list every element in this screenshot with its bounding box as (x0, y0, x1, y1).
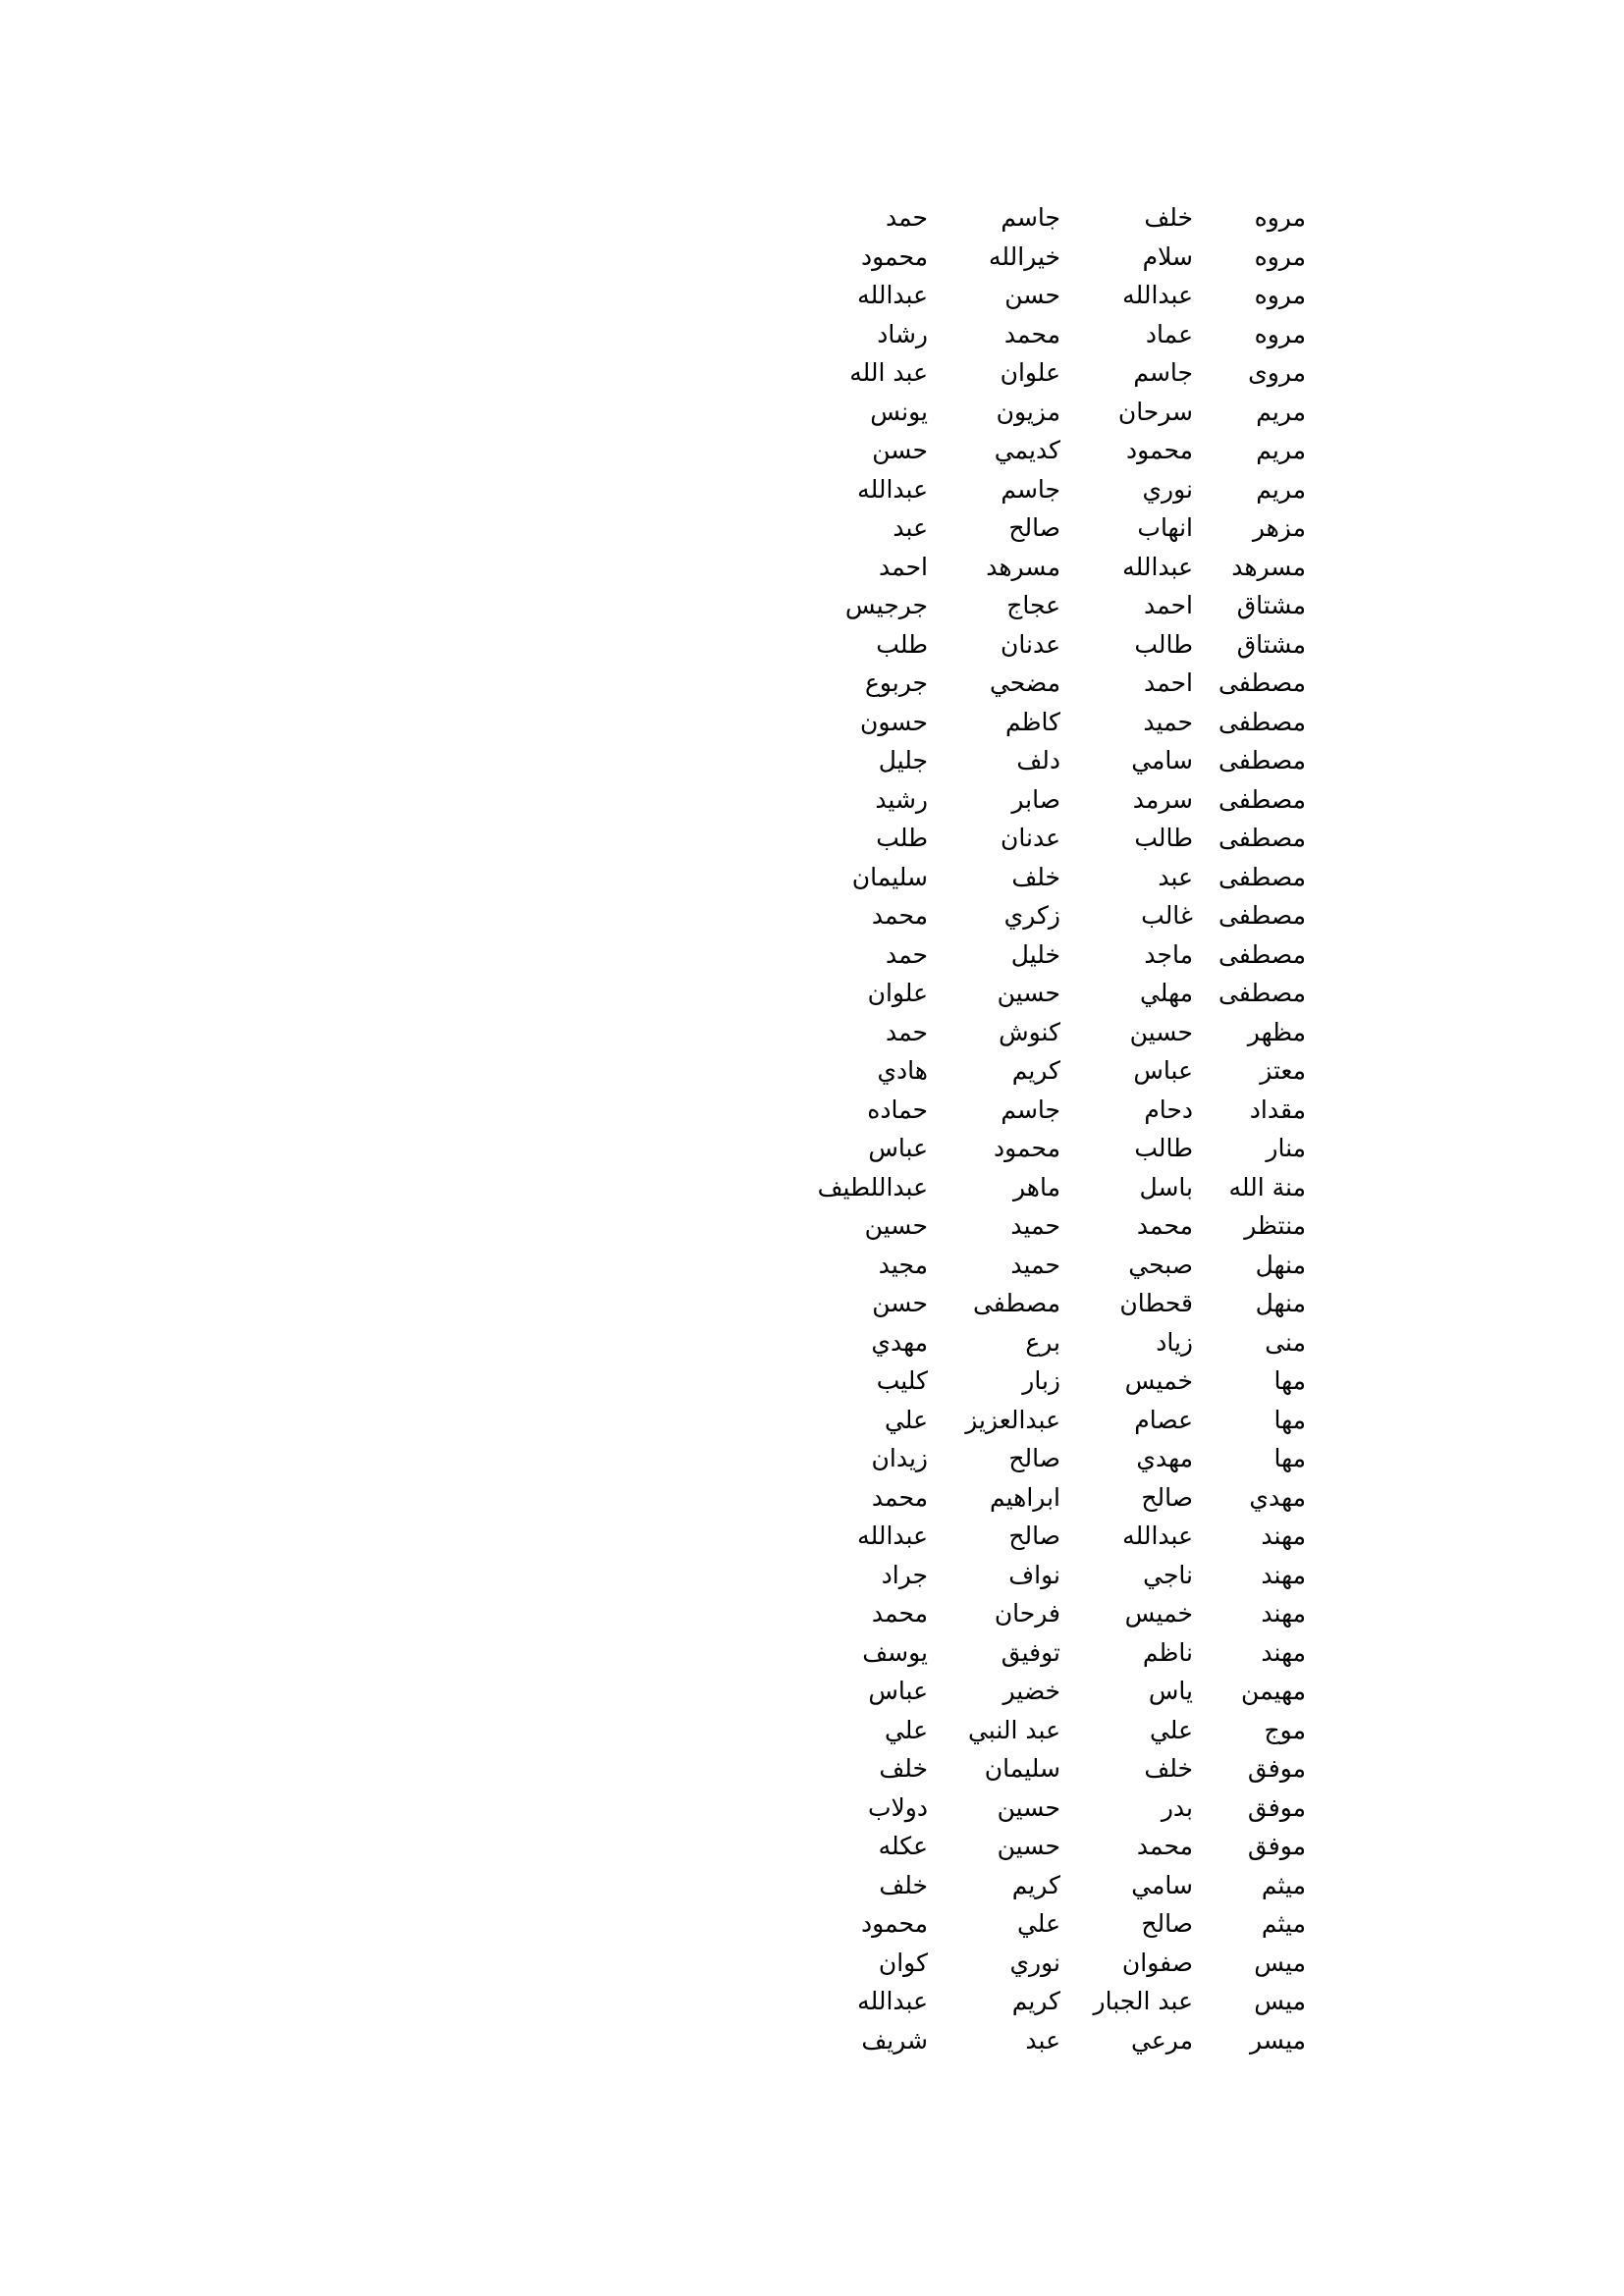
table-row (795, 819, 1306, 858)
table-row (795, 1362, 1306, 1401)
name-cell: مروه (1254, 319, 1306, 348)
name-cell: حسين (997, 1792, 1060, 1822)
name-cell: محمد (871, 1599, 928, 1628)
name-cell: صابر (1011, 784, 1060, 814)
name-cell: محمود (860, 1909, 928, 1938)
table-row (795, 1478, 1306, 1518)
table-row (795, 625, 1306, 665)
name-cell: خلف (1144, 203, 1193, 232)
name-cell: خلف (879, 1754, 928, 1783)
name-cell: عبد الله (849, 358, 928, 387)
name-cell: ميثم (1261, 1909, 1306, 1938)
name-cell: عبدالله (1122, 1522, 1193, 1550)
table-row (795, 548, 1306, 587)
name-cell: موفق (1247, 1792, 1306, 1822)
name-cell: ميسر (1249, 2025, 1306, 2055)
table-row (795, 1439, 1306, 1478)
name-cell: مهند (1261, 1637, 1306, 1667)
name-cell: طالب (1134, 629, 1193, 659)
name-cell: عبدالعزيز (965, 1405, 1060, 1434)
name-cell: مروه (1254, 241, 1306, 271)
table-row (795, 1517, 1306, 1556)
name-cell: علي (884, 1715, 928, 1744)
name-cell: جربوع (864, 668, 928, 697)
name-cell: منهل (1255, 1250, 1306, 1279)
name-cell: مهيمن (1241, 1677, 1306, 1705)
name-cell: مصطفى (1218, 668, 1306, 697)
name-cell: ميس (1254, 1948, 1306, 1977)
name-cell: توفيق (1001, 1637, 1060, 1667)
name-cell: مهدي (1249, 1482, 1306, 1512)
name-cell: محمود (860, 241, 928, 271)
table-row (795, 1401, 1306, 1440)
table-row (795, 1556, 1306, 1595)
table-row (795, 703, 1306, 742)
name-cell: سلام (1142, 241, 1193, 271)
name-cell: ناظم (1142, 1637, 1193, 1667)
name-cell: مصطفى (1218, 824, 1306, 852)
name-cell: علي (1149, 1715, 1193, 1744)
name-cell: غالب (1141, 901, 1193, 930)
name-cell: احمد (1144, 668, 1193, 697)
name-cell: ياس (1148, 1677, 1193, 1705)
name-cell: مروه (1254, 281, 1306, 309)
name-cell: مقداد (1249, 1095, 1306, 1124)
name-cell: كليب (876, 1366, 928, 1395)
name-cell: ماهر (1013, 1172, 1060, 1201)
name-cell: مريم (1256, 474, 1306, 504)
name-cell: ميثم (1261, 1870, 1306, 1899)
table-row (795, 741, 1306, 780)
name-cell: حسن (872, 436, 928, 464)
name-cell: صالح (1008, 1444, 1060, 1472)
name-cell: موفق (1247, 1754, 1306, 1783)
name-cell: منتظر (1244, 1211, 1306, 1240)
name-cell: موج (1264, 1715, 1306, 1744)
name-cell: حسين (864, 1211, 928, 1240)
name-cell: يوسف (862, 1637, 928, 1667)
table-row (795, 1711, 1306, 1750)
name-cell: صالح (1141, 1482, 1193, 1512)
name-cell: عبدالله (857, 1522, 928, 1550)
name-cell: حميد (1010, 1211, 1060, 1240)
table-row (795, 1051, 1306, 1091)
table-row (795, 1246, 1306, 1285)
name-cell: مظهر (1247, 1017, 1306, 1046)
table-row (795, 393, 1306, 432)
name-cell: عباس (868, 1677, 928, 1705)
name-cell: نوري (1142, 474, 1193, 504)
name-cell: باسل (1139, 1172, 1193, 1201)
name-cell: عبد (1158, 862, 1193, 891)
name-cell: مزيون (996, 397, 1060, 426)
name-cell: كاظم (1004, 707, 1060, 736)
name-cell: خلف (879, 1870, 928, 1899)
table-row (795, 1013, 1306, 1052)
table-row (795, 276, 1306, 315)
name-cell: مشتاق (1236, 591, 1306, 619)
name-cell: برع (1025, 1327, 1060, 1357)
table-row (795, 1091, 1306, 1130)
table-row (795, 664, 1306, 703)
name-cell: خميس (1124, 1366, 1193, 1395)
name-cell: حسون (859, 707, 928, 736)
table-row (795, 470, 1306, 509)
name-cell: عباس (868, 1134, 928, 1162)
name-cell: مزهر (1252, 513, 1306, 542)
table-row (795, 315, 1306, 354)
name-cell: محمد (1003, 319, 1060, 348)
name-cell: خلف (1011, 862, 1060, 891)
name-cell: عبداللطيف (817, 1172, 928, 1201)
name-cell: حسين (1129, 1017, 1193, 1046)
name-cell: خيرالله (988, 241, 1060, 271)
table-row (795, 1866, 1306, 1905)
name-cell: سامي (1131, 1870, 1193, 1899)
name-cell: حميد (1143, 707, 1193, 736)
table-row (795, 1284, 1306, 1323)
name-cell: مشتاق (1236, 629, 1306, 659)
table-row (795, 974, 1306, 1013)
table-row (795, 238, 1306, 277)
name-cell: خلف (1144, 1754, 1193, 1783)
name-cell: منى (1265, 1327, 1306, 1357)
name-cell: نوري (1009, 1948, 1060, 1977)
name-cell: حسين (997, 1832, 1060, 1860)
name-cell: علوان (1000, 358, 1060, 387)
name-cell: جاسم (1001, 1095, 1060, 1124)
table-row (795, 1633, 1306, 1673)
name-cell: زكري (1003, 901, 1060, 930)
name-cell: زياد (1156, 1327, 1193, 1357)
name-cell: محمد (1136, 1832, 1193, 1860)
name-cell: موفق (1247, 1832, 1306, 1860)
name-cell: طالب (1134, 1134, 1193, 1162)
name-cell: نواف (1008, 1560, 1060, 1589)
name-cell: ماجد (1144, 939, 1193, 969)
name-cell: مصطفى (1218, 979, 1306, 1007)
name-cell: مضحي (989, 668, 1060, 697)
name-cell: طالب (1134, 824, 1193, 852)
name-cell: صالح (1008, 1522, 1060, 1550)
name-cell: عبدالله (1122, 552, 1193, 581)
name-cell: عبدالله (857, 281, 928, 309)
table-row (795, 198, 1306, 238)
table-row (795, 1789, 1306, 1828)
name-cell: صفوان (1121, 1948, 1193, 1977)
name-cell: كوان (878, 1948, 928, 1977)
name-cell: مصطفى (1218, 862, 1306, 891)
name-cell: مها (1273, 1405, 1306, 1434)
name-cell: هادي (877, 1056, 928, 1085)
table-row (795, 1982, 1306, 2021)
name-cell: عباس (1133, 1056, 1193, 1085)
name-cell: طلب (876, 824, 928, 852)
name-cell: منهل (1255, 1289, 1306, 1317)
name-cell: ناجي (1143, 1560, 1193, 1589)
table-row (795, 586, 1306, 625)
name-cell: حمد (885, 1017, 928, 1046)
name-cell: صبحي (1128, 1250, 1193, 1279)
name-cell: حمد (885, 203, 928, 232)
name-cell: يونس (870, 397, 928, 426)
name-cell: عكله (878, 1832, 928, 1860)
name-cell: عبد الجبار (1093, 1987, 1193, 2015)
name-cell: علي (1016, 1909, 1060, 1938)
name-cell: عبد (893, 513, 928, 542)
name-cell: محمد (871, 901, 928, 930)
name-cell: عبدالله (1122, 281, 1193, 309)
table-row (795, 431, 1306, 470)
table-row (795, 896, 1306, 935)
name-cell: خميس (1124, 1599, 1193, 1628)
name-cell: صالح (1141, 1909, 1193, 1938)
name-cell: كنوش (999, 1017, 1060, 1046)
name-cell: مجيد (878, 1250, 928, 1279)
name-cell: مروه (1254, 203, 1306, 232)
name-cell: مروى (1248, 358, 1306, 387)
name-cell: مهند (1261, 1522, 1306, 1550)
table-row (795, 2021, 1306, 2060)
name-cell: حسن (872, 1289, 928, 1317)
name-cell: ابراهيم (989, 1482, 1060, 1512)
name-cell: احمد (879, 552, 928, 581)
name-cell: طلب (876, 629, 928, 659)
name-cell: مصطفى (1218, 901, 1306, 930)
table-row (795, 1129, 1306, 1168)
table-row (795, 1904, 1306, 1944)
name-cell: رشيد (875, 784, 928, 814)
table-row (795, 1672, 1306, 1711)
name-cell: مهدي (871, 1327, 928, 1357)
name-cell: سرمد (1132, 784, 1193, 814)
name-cell: جراد (881, 1560, 928, 1589)
table-row (795, 1944, 1306, 1983)
name-cell: دولاب (868, 1792, 928, 1822)
name-cell: جرجيس (844, 591, 928, 619)
name-cell: احمد (1144, 591, 1193, 619)
name-cell: مريم (1256, 436, 1306, 464)
name-cell: علوان (867, 979, 928, 1007)
name-cell: عبد (1025, 2025, 1060, 2055)
name-cell: محمد (871, 1482, 928, 1512)
name-cell: ميس (1254, 1987, 1306, 2015)
name-cell: سامي (1131, 746, 1193, 774)
name-cell: حسين (997, 979, 1060, 1007)
name-cell: دلف (1016, 746, 1060, 774)
table-row (795, 1206, 1306, 1246)
table-row (795, 1323, 1306, 1362)
name-cell: بدر (1161, 1792, 1193, 1822)
name-cell: عدنان (1001, 629, 1060, 659)
table-row (795, 1168, 1306, 1207)
name-cell: سليمان (851, 862, 928, 891)
names-table (795, 198, 1306, 2059)
name-cell: حسن (1004, 281, 1060, 309)
name-cell: حماده (867, 1095, 928, 1124)
table-row (795, 1827, 1306, 1866)
name-cell: مصطفى (1218, 939, 1306, 969)
table-row (795, 858, 1306, 897)
name-cell: منار (1266, 1134, 1306, 1162)
name-cell: كريم (1011, 1870, 1060, 1899)
name-cell: حمد (885, 939, 928, 969)
name-cell: انهاب (1137, 513, 1193, 542)
name-cell: عبدالله (857, 474, 928, 504)
name-cell: كريم (1011, 1056, 1060, 1085)
name-cell: دحام (1144, 1095, 1193, 1124)
table-row (795, 780, 1306, 820)
name-cell: كريم (1011, 1987, 1060, 2015)
name-cell: مسرهد (1231, 552, 1306, 581)
name-cell: مصطفى (1218, 784, 1306, 814)
name-cell: عماد (1145, 319, 1193, 348)
name-cell: مصطفى (1218, 707, 1306, 736)
name-cell: رشاد (877, 319, 928, 348)
name-cell: زيدان (871, 1444, 928, 1472)
name-cell: سليمان (984, 1754, 1060, 1783)
name-cell: جليل (878, 746, 928, 774)
name-cell: عجاج (1006, 591, 1060, 619)
name-cell: مهلي (1139, 979, 1193, 1007)
name-cell: جاسم (1001, 474, 1060, 504)
table-row (795, 1749, 1306, 1789)
name-cell: مريم (1256, 397, 1306, 426)
name-cell: مهند (1261, 1599, 1306, 1628)
name-cell: قحطان (1119, 1289, 1193, 1317)
name-cell: معتز (1260, 1056, 1306, 1085)
name-cell: جاسم (1133, 358, 1193, 387)
name-cell: مها (1273, 1366, 1306, 1395)
table-row (795, 935, 1306, 975)
name-cell: زبار (1022, 1366, 1060, 1395)
table-row (795, 508, 1306, 548)
name-cell: مصطفى (972, 1289, 1060, 1317)
name-cell: جاسم (1001, 203, 1060, 232)
name-cell: عبدالله (857, 1987, 928, 2015)
name-cell: مصطفى (1218, 746, 1306, 774)
name-cell: فرحان (994, 1599, 1060, 1628)
name-cell: مسرهد (986, 552, 1060, 581)
name-cell: صالح (1008, 513, 1060, 542)
name-cell: سرحان (1117, 397, 1193, 426)
table-row (795, 353, 1306, 393)
name-cell: شريف (861, 2025, 928, 2055)
name-cell: محمود (993, 1134, 1060, 1162)
name-cell: خضير (1002, 1677, 1060, 1705)
name-cell: منة الله (1228, 1172, 1306, 1201)
name-cell: عدنان (1001, 824, 1060, 852)
name-cell: عبد النبي (967, 1715, 1060, 1744)
name-cell: مها (1273, 1444, 1306, 1472)
name-cell: محمود (1125, 436, 1193, 464)
name-cell: مهدي (1136, 1444, 1193, 1472)
name-cell: مرعي (1131, 2025, 1193, 2055)
name-cell: علي (884, 1405, 928, 1434)
name-cell: خليل (1010, 939, 1060, 969)
name-cell: حميد (1010, 1250, 1060, 1279)
table-row (795, 1594, 1306, 1633)
name-cell: عصام (1134, 1405, 1193, 1434)
name-cell: محمد (1136, 1211, 1193, 1240)
name-cell: مهند (1261, 1560, 1306, 1589)
name-cell: كديمي (994, 436, 1060, 464)
